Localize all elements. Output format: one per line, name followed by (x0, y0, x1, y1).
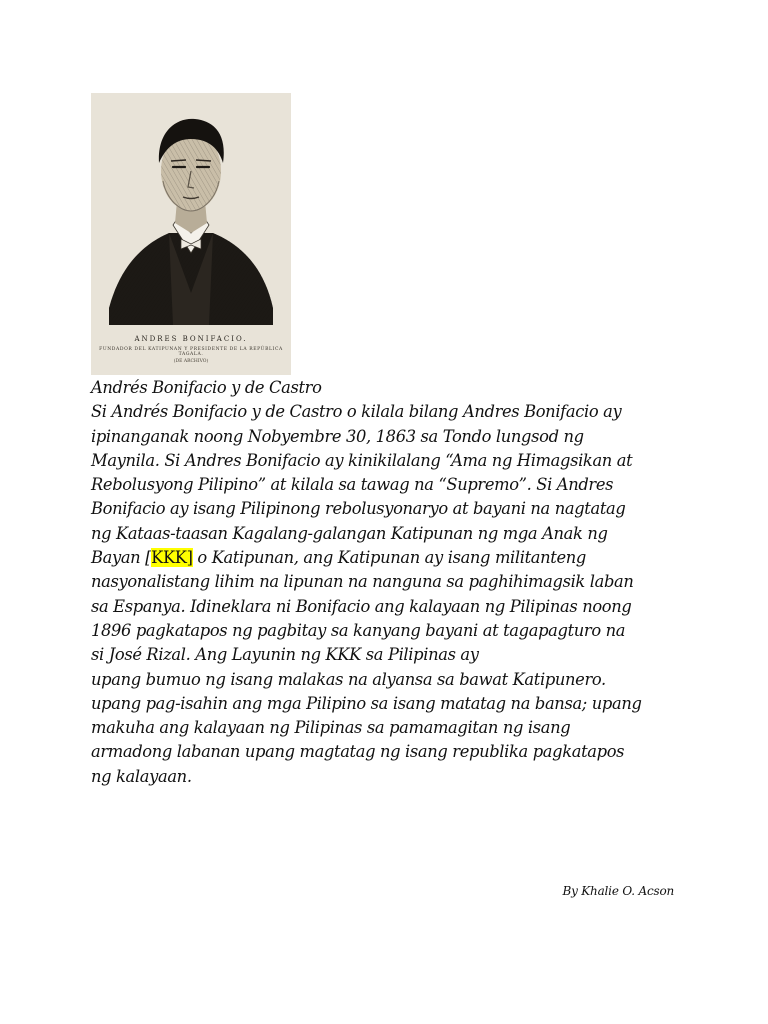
portrait-caption-source: (DE ARCHIVO) (173, 359, 209, 364)
portrait-caption-name: ANDRES BONIFACIO. (134, 335, 248, 343)
article-line: upang pag-isahin ang mga Pilipino sa isang matatag na bansa; upang (91, 693, 642, 713)
article-line: ipinanganak noong Nobyembre 30, 1863 sa Tondo lungsod ng (91, 426, 584, 446)
article-line: sa Espanya. Idineklara ni Bonifacio ang kalayaan ng Pilipinas noong (91, 596, 632, 616)
article-line: upang bumuo ng isang malakas na alyansa sa bawat Katipunero. (91, 669, 606, 689)
author-byline: By Khalie O. Acson (562, 884, 674, 898)
article-line: ng Kataas-taasan Kagalang-galangan Katipunan ng mga Anak ng (91, 523, 608, 543)
kkk-after-text: o Katipunan, ang Katipunan ay isang militanteng (192, 548, 586, 568)
article-line: Bonifacio ay isang Pilipinong rebolusyonaryo at bayani na nagtatag (91, 499, 626, 519)
article-line: ng kalayaan. (91, 766, 192, 786)
kkk-before-text: Bayan [ (91, 548, 152, 568)
article-title: Andrés Bonifacio y de Castro (91, 378, 322, 397)
article-body (91, 376, 691, 789)
article-line: Rebolusyong Pilipino” at kilala sa tawag na “Supremo”. Si Andres (91, 475, 614, 495)
article-line: si José Rizal. Ang Layunin ng KKK sa Pilipinas ay (91, 645, 479, 665)
kkk-highlight: KKK] (151, 548, 193, 568)
portrait-caption-subtitle: FUNDADOR DEL KATIPUNAN Y PRESIDENTE DE LA REPÚBLICA TAGALA. (99, 347, 283, 357)
bonifacio-engraving (91, 93, 291, 375)
article-line: 1896 pagkatapos ng pagbitay sa kanyang bayani at tagapagturo na (91, 620, 626, 640)
article-line: armadong labanan upang magtatag ng isang republika pagkatapos (91, 742, 625, 762)
article-line: makuha ang kalayaan ng Pilipinas sa pamamagitan ng isang (91, 718, 571, 738)
article-line: nasyonalistang lihim na lipunan na nanguna sa paghihimagsik laban (91, 572, 634, 592)
article-line-kkk (91, 546, 691, 570)
article-line: Si Andrés Bonifacio y de Castro o kilala bilang Andres Bonifacio ay (91, 402, 622, 422)
article-line: Maynila. Si Andres Bonifacio ay kinikilalang “Ama ng Himagsikan at (91, 450, 633, 470)
portrait-image (91, 93, 291, 375)
